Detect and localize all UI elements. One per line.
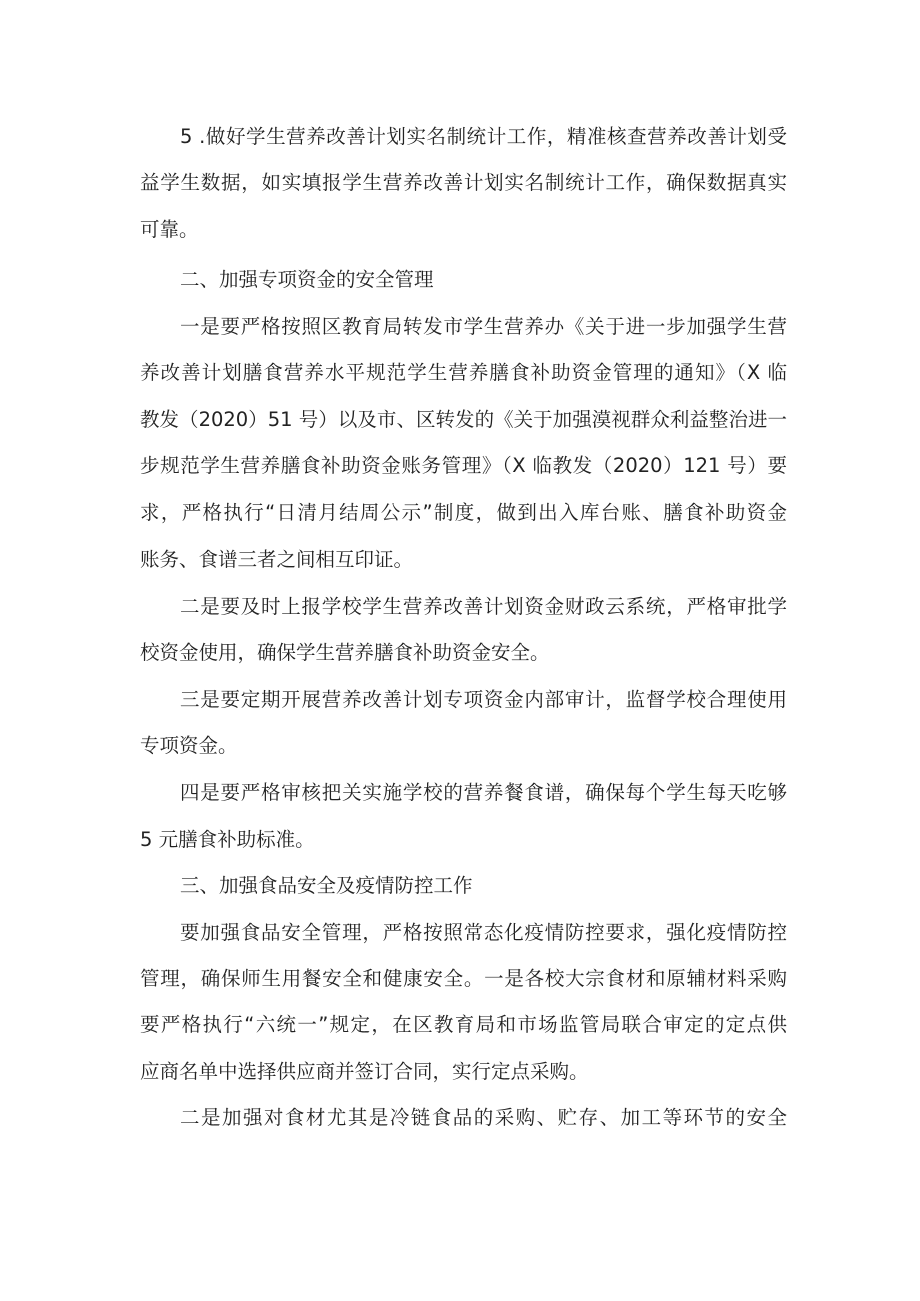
text-line: 教发（2020）51 号）以及市、区转发的《关于加强漠视群众利益整治进一 xyxy=(140,408,787,431)
text-line: 账务、食谱三者之间相互印证。 xyxy=(140,548,414,571)
text-line: 四是要严格审核把关实施学校的营养餐食谱，确保每个学生每天吃够 xyxy=(180,781,787,804)
text-line: 养改善计划膳食营养水平规范学生营养膳食补助资金管理的通知》（X 临 xyxy=(140,361,787,384)
text-line: 5 .做好学生营养改善计划实名制统计工作，精准核查营养改善计划受 xyxy=(180,125,787,148)
text-line: 可靠。 xyxy=(140,218,199,241)
text-line: 三、加强食品安全及疫情防控工作 xyxy=(180,874,473,897)
text-line: 5 元膳食补助标准。 xyxy=(140,828,315,851)
text-line: 益学生数据，如实填报学生营养改善计划实名制统计工作，确保数据真实 xyxy=(140,171,787,194)
text-line: 求，严格执行“日清月结周公示”制度，做到出入库台账、膳食补助资金 xyxy=(140,501,787,524)
text-line: 专项资金。 xyxy=(140,734,238,757)
text-line: 二是要及时上报学校学生营养改善计划资金财政云系统，严格审批学 xyxy=(180,595,787,618)
text-line: 要严格执行“六统一”规定，在区教育局和市场监管局联合审定的定点供 xyxy=(140,1013,787,1036)
text-line: 二、加强专项资金的安全管理 xyxy=(180,268,434,291)
text-line: 步规范学生营养膳食补助资金账务管理》（X 临教发（2020）121 号）要 xyxy=(140,454,787,477)
text-line: 应商名单中选择供应商并签订合同，实行定点采购。 xyxy=(140,1060,589,1083)
text-line: 要加强食品安全管理，严格按照常态化疫情防控要求，强化疫情防控 xyxy=(180,921,787,944)
text-line: 一是要严格按照区教育局转发市学生营养办《关于进一步加强学生营 xyxy=(180,315,787,338)
text-line: 管理，确保师生用餐安全和健康安全。一是各校大宗食材和原辅材料采购 xyxy=(140,967,787,990)
text-line: 三是要定期开展营养改善计划专项资金内部审计，监督学校合理使用 xyxy=(180,688,787,711)
text-line: 校资金使用，确保学生营养膳食补助资金安全。 xyxy=(140,641,550,664)
text-line: 二是加强对食材尤其是冷链食品的采购、贮存、加工等环节的安全 xyxy=(180,1106,787,1129)
